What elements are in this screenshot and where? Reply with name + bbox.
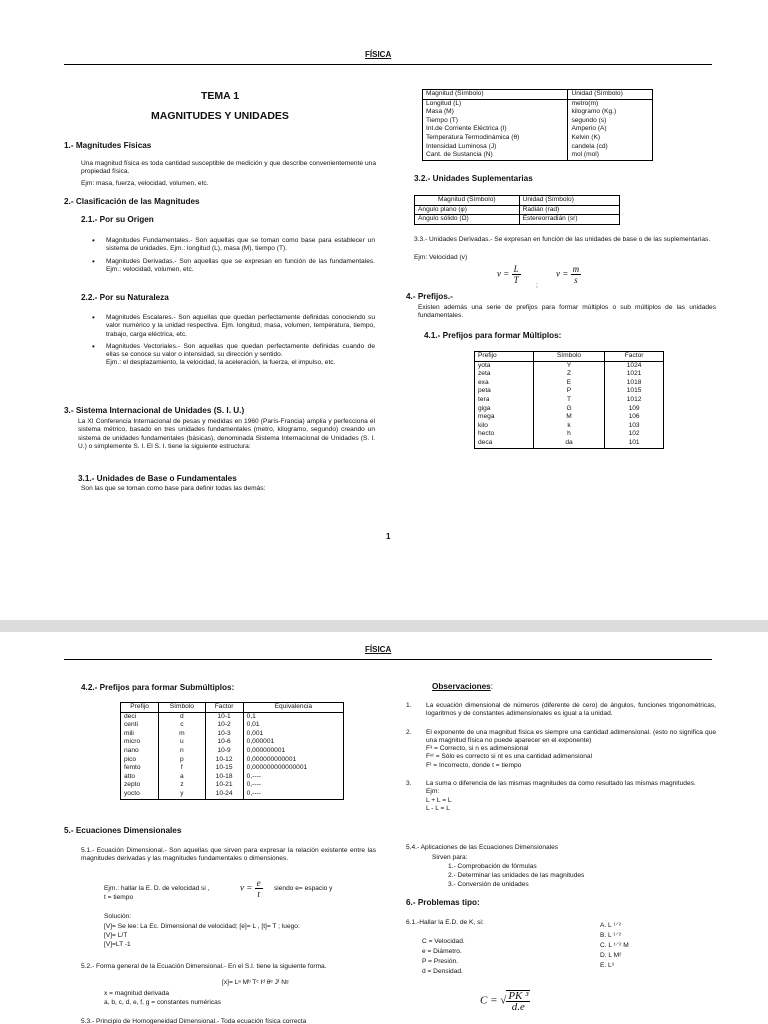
section-3-1-text: Son las que se toman como base para definir todas las demás: [81, 485, 266, 492]
table-row: yota Y 1024 [475, 361, 664, 370]
list-item: • Magnitudes Escalares.- Son aquellas que quedan perfectamente definidas conociendo su valor numérico y la unidad respectiva. Ejm. longitud, masa, volumen, temperatura, tiempo, trabajo, carga eléctrica, etc. [92, 314, 375, 339]
table-row: Angulo plano (φ) Radián (rad) [415, 205, 620, 215]
table-row: kilo k 103 [475, 422, 664, 431]
general-dimension-formula: [x]= Lᵃ Mᵇ Tᶜ Iᵈ θᵉ Jᶠ Nᵍ [222, 979, 289, 986]
section-1-example: Ejm: masa, fuerza, velocidad, volumen, etc. [81, 180, 209, 187]
section-3-2-heading: 3.2.- Unidades Suplementarias [414, 174, 533, 183]
velocity-formula-ms: v = $\frac{m}{s}$ [556, 264, 580, 285]
solution-line: [V]= Se lee: La Ec. Dimensional de velocidad; [e]= L , [t]= T ; luego: [104, 923, 300, 930]
section-5-1-example: Ejm.: hallar la E. D. de velocidad si , [104, 885, 210, 892]
section-6-1-text: 6.1.-Hallar la E.D. de K, si: [406, 919, 484, 926]
answer-option: D. L M² [600, 952, 622, 959]
header-title: FÍSICA [365, 645, 392, 654]
variable-line: C = Velocidad. [422, 938, 465, 945]
table-header: Factor [605, 352, 664, 362]
table-row: atto a 10-18 0,---- [121, 773, 344, 782]
section-2-1-heading: 2.1.- Por su Origen [81, 215, 154, 224]
solution-line: [V]= L/T [104, 932, 128, 939]
submultiples-table [120, 702, 344, 800]
variable-line: d = Densidad. [422, 968, 463, 975]
table-row: yocto y 10-24 0,---- [121, 790, 344, 799]
table-row: pico p 10-12 0,000000000001 [121, 756, 344, 765]
list-item: 2. El exponente de una magnitud física es siempre una cantidad adimensional. (esto no significa que una magnitud física no puede aparecer en el exponente) F³ = Correcto, si n es adimensional Fⁿᵗ = Sólo es correcto si nt es una cantidad adimensional Fᵗ = Incorrecto, donde t = tiempo [406, 728, 716, 769]
answer-option: B. L ¹⸍² [600, 932, 622, 939]
list-item: • Magnitudes Vectoriales.- Son aquellas que quedan perfectamente definidas cuando de ellas se conoce su valor o intensidad, su dirección y sentido. Ejm.: el desplazamiento, la velocidad, la aceleración, la fuerza, el impulso, etc. [92, 343, 375, 368]
observations-heading: Observaciones: [432, 682, 493, 691]
section-5-2-line: a, b, c, d, e, f, g = constantes numéricas [104, 999, 222, 1006]
section-2-2-heading: 2.2.- Por su Naturaleza [81, 293, 169, 302]
section-2-heading: 2.- Clasificación de las Magnitudes [64, 197, 200, 206]
section-5-1-example-t: t = tiempo [104, 894, 134, 901]
answer-option: C. L ¹⸍² M [600, 942, 629, 949]
table-row: giga G 109 [475, 405, 664, 414]
page-title: MAGNITUDES Y UNIDADES [151, 110, 289, 122]
section-3-text: La XI Conferencia Internacional de pesas y medidas en 1960 (París-Francia) amplia y perfecciona el sistema métrico, basado en tres unidades fundamentales (metro, kilogramo, segundo) creando un sistema de unidades fundamentales (básicas), denominada Sistema Internacional de Unidades (S. I. U.) o simplemente S. I. El S. I. tiene la siguiente estructura: [78, 418, 375, 450]
list-item: 1.- Comprobación de fórmulas [448, 863, 537, 870]
answer-option: E. L³ [600, 962, 614, 969]
header-title: FÍSICA [365, 50, 392, 59]
table-row: Longitud (L) metro(m) [423, 99, 653, 108]
table-row: Intensidad Luminosa (J) candela (cd) [423, 143, 653, 152]
list-item: 3. La suma o diferencia de las mismas magnitudes da como resultado las mismas magnitudes. Ejm: L + L = L L - L = L [406, 780, 696, 812]
table-row: tera T 1012 [475, 396, 664, 405]
list-item: 1. La ecuación dimensional de números (diferente de cero) de ángulos, funciones trigonométricas, logaritmos y de constantes adimensionales es igual a la unidad. [406, 702, 716, 718]
solution-line: [V]=LT -1 [104, 941, 131, 948]
table-header: Magnitud (Símbolo) [415, 196, 520, 206]
section-5-1-text: 5.1.- Ecuación Dimensional.- Son aquellas que sirven para expresar la relación existente entre las magnitudes derivadas y las magnitudes fundamentales o dimensiones. [81, 847, 376, 863]
section-5-2-line: x = magnitud derivada [104, 990, 170, 997]
table-row: Cant. de Sustancia (N) mol (mol) [423, 151, 653, 160]
table-row: zepto z 10-21 0,---- [121, 781, 344, 790]
section-5-2-text: 5.2.- Forma general de la Ecuación Dimensional.- En el S.I. tiene la siguiente forma. [81, 963, 327, 970]
table-row: femto f 10-15 0,000000000000001 [121, 764, 344, 773]
list-item: • Magnitudes Derivadas.- Son aquellas que se expresan en función de las fundamentales. Ejm.: velocidad, volumen, etc. [92, 258, 375, 275]
table-row: Tiempo (T) segundo (s) [423, 117, 653, 126]
base-units-table [422, 89, 653, 161]
page-number: 1 [386, 532, 391, 541]
variable-line: e = Diámetro. [422, 948, 462, 955]
supplementary-units-table [414, 195, 620, 225]
observations-list [406, 702, 716, 823]
section-5-4-text: 5.4.- Aplicaciones de las Ecuaciones Dimensionales [406, 844, 559, 851]
velocity-formula-et: v = $\frac{e}{t}$ [240, 878, 261, 899]
section-3-1-heading: 3.1.- Unidades de Base o Fundamentales [78, 474, 237, 483]
table-row: mili m 10-3 0,001 [121, 730, 344, 739]
velocity-formula-lt: v = $\frac{L}{T}$ [497, 264, 519, 285]
page-header [64, 645, 712, 660]
list-item: 3.- Conversión de unidades [448, 881, 529, 888]
table-row: Temperatura Termodinámica (θ) Kelvin (K) [423, 134, 653, 143]
table-row: exa E 1018 [475, 379, 664, 388]
table-row: deci d 10-1 0,1 [121, 712, 344, 721]
solution-label: Solución: [104, 913, 132, 920]
section-4-heading: 4.- Prefijos.- [406, 292, 453, 301]
table-row: Angulo sólido (Ω) Estereorradián (sr) [415, 215, 620, 225]
section-3-3-example: Ejm: Velocidad (v) [414, 254, 468, 261]
page-2 [0, 632, 768, 1024]
list-item: 2.- Determinar las unidades de las magnitudes [448, 872, 585, 879]
section-1-heading: 1.- Magnitudes Físicas [64, 141, 152, 150]
answer-option: A. L ¹⸍² [600, 922, 622, 929]
table-row: Masa (M) kilogramo (Kg.) [423, 108, 653, 117]
table-row: nano n 10-9 0,000000001 [121, 747, 344, 756]
nature-list [92, 314, 375, 372]
table-header: Símbolo [533, 352, 604, 362]
origin-list [92, 237, 375, 278]
table-header: Prefijo [475, 352, 534, 362]
table-row: zeta Z 1021 [475, 370, 664, 379]
table-header: Magnitud (Símbolo) [423, 90, 568, 100]
table-row: hecto h 102 [475, 430, 664, 439]
table-row: mega M 106 [475, 413, 664, 422]
table-header: Unidad (Símbolo) [519, 196, 619, 206]
section-1-text: Una magnitud física es toda cantidad susceptible de medición y que describe convenientemente una propiedad física. [81, 160, 376, 176]
table-row: deca da 101 [475, 439, 664, 448]
section-4-2-heading: 4.2.- Prefijos para formar Submúltiplos: [81, 683, 235, 692]
section-6-heading: 6.- Problemas tipo: [406, 898, 480, 907]
table-header: Unidad (Símbolo) [568, 90, 653, 100]
section-5-1-example-post: siendo e= espacio y [274, 885, 333, 892]
table-header: Prefijo [121, 703, 159, 713]
section-3-heading: 3.- Sistema Internacional de Unidades (S. I. U.) [64, 406, 245, 415]
page-header [64, 50, 712, 65]
section-3-3-text: 3.3.- Unidades Derivadas.- Se expresan en función de las unidades de base o de las suplementarias. [414, 236, 711, 243]
multiples-table [474, 351, 664, 449]
section-5-3-text: 5.3.- Principio de Homogeneidad Dimensional.- Toda ecuación física correcta [81, 1018, 307, 1024]
table-row: peta P 1015 [475, 387, 664, 396]
section-4-1-heading: 4.1.- Prefijos para formar Múltiplos: [424, 331, 562, 340]
section-5-4-sub: Sirven para: [432, 854, 468, 861]
table-row: centi c 10-2 0,01 [121, 721, 344, 730]
k-formula: C = √ $\frac{\text{PK ³}}{d.e}$ [480, 990, 529, 1013]
list-item: • Magnitudes Fundamentales.- Son aquellas que se toman como base para establecer un sistema de unidades. Ejm.: longitud (L), masa (M), tiempo (T). [92, 237, 375, 254]
variable-line: P = Presión. [422, 958, 458, 965]
table-header: Símbolo [159, 703, 205, 713]
section-5-heading: 5.- Ecuaciones Dimensionales [64, 826, 182, 835]
section-4-text: Existen además una serie de prefijos para formar múltiplos o sub múltiplos de las unidades fundamentales. [418, 304, 716, 320]
table-header: Equivalencia [243, 703, 343, 713]
table-header: Factor [205, 703, 243, 713]
table-row: Int.de Corriente Eléctrica (I) Amperio (A) [423, 125, 653, 134]
formula-separator: ; [536, 282, 538, 289]
table-row: micro u 10-6 0,000001 [121, 738, 344, 747]
tema-label: TEMA 1 [200, 90, 240, 102]
